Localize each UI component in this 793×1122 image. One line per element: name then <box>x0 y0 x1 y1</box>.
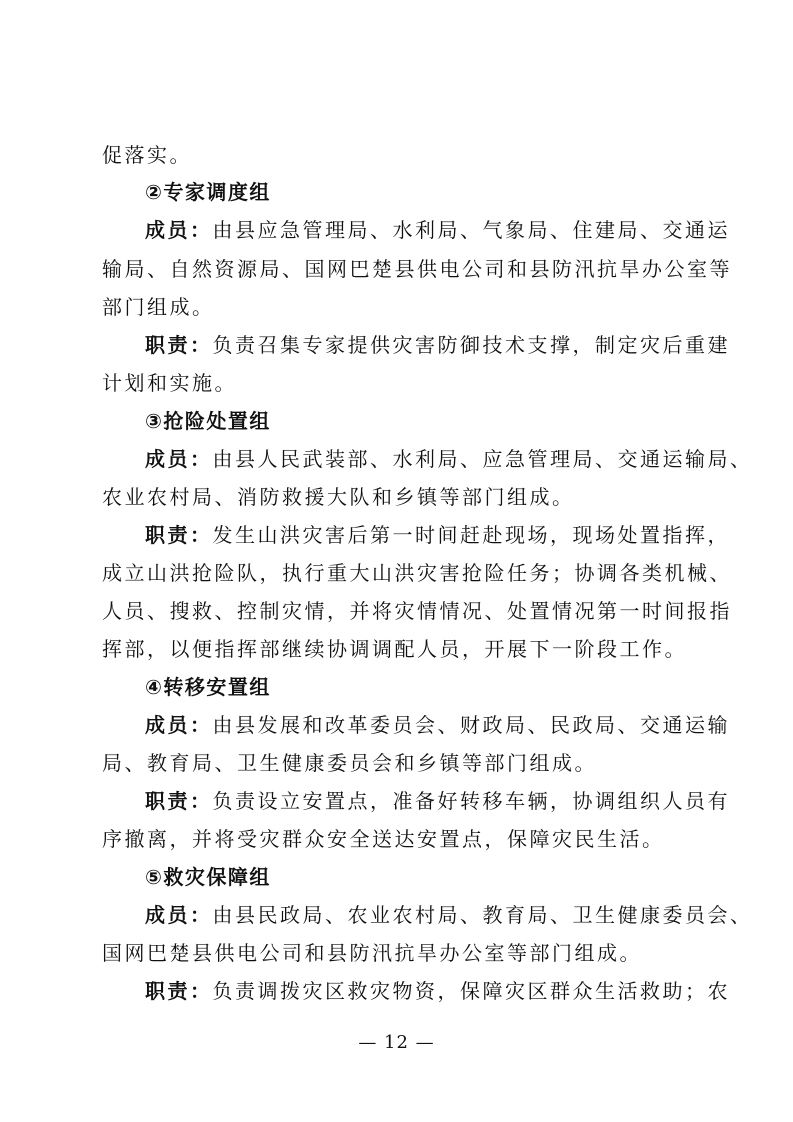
duties-text: 负责设立安置点，准备好转移车辆，协调组织人员有 <box>212 789 730 813</box>
continuation-text: 促落实。 <box>102 143 192 167</box>
members-text: 由县人民武装部、水利局、应急管理局、交通运输局、 <box>212 447 753 471</box>
duties-label: 职责： <box>145 333 213 357</box>
section-heading-relief: ⑤救灾保障组 <box>145 865 271 889</box>
duties-text: 挥部，以便指挥部继续协调调配人员，开展下一阶段工作。 <box>102 637 687 661</box>
members-label: 成员： <box>145 713 213 737</box>
section-heading-relocation: ④转移安置组 <box>145 675 271 699</box>
members-label: 成员： <box>145 447 213 471</box>
members-line <box>145 441 753 477</box>
members-text: 局、教育局、卫生健康委员会和乡镇等部门组成。 <box>102 751 597 775</box>
duties-label: 职责： <box>145 979 213 1003</box>
duties-text: 成立山洪抢险队，执行重大山洪灾害抢险任务；协调各类机械、 <box>102 561 732 585</box>
duties-text: 发生山洪灾害后第一时间赶赴现场，现场处置指挥， <box>212 523 730 547</box>
duties-line <box>145 783 730 819</box>
duties-text: 人员、搜救、控制灾情，并将灾情情况、处置情况第一时间报指 <box>102 599 732 623</box>
duties-label: 职责： <box>145 789 213 813</box>
members-text: 由县应急管理局、水利局、气象局、住建局、交通运 <box>212 218 730 242</box>
members-line <box>145 707 730 743</box>
duties-text: 负责调拨灾区救灾物资，保障灾区群众生活救助；农 <box>212 979 730 1003</box>
members-label: 成员： <box>145 218 213 242</box>
members-text: 部门组成。 <box>102 295 215 319</box>
members-text: 由县发展和改革委员会、财政局、民政局、交通运输 <box>212 713 730 737</box>
members-line <box>145 212 730 248</box>
duties-text: 负责召集专家提供灾害防御技术支撑，制定灾后重建 <box>212 333 730 357</box>
duties-line <box>145 973 730 1009</box>
members-text: 输局、自然资源局、国网巴楚县供电公司和县防汛抗旱办公室等 <box>102 257 732 281</box>
section-heading-rescue: ③抢险处置组 <box>145 409 271 433</box>
page-number: — 12 — <box>358 1032 435 1053</box>
duties-line <box>145 327 730 363</box>
duties-line <box>145 517 730 553</box>
duties-text: 序撤离，并将受灾群众安全送达安置点，保障灾民生活。 <box>102 827 665 851</box>
members-text: 农业农村局、消防救援大队和乡镇等部门组成。 <box>102 485 575 509</box>
members-line <box>145 897 753 933</box>
members-text: 国网巴楚县供电公司和县防汛抗旱办公室等部门组成。 <box>102 941 642 965</box>
members-text: 由县民政局、农业农村局、教育局、卫生健康委员会、 <box>212 903 753 927</box>
members-label: 成员： <box>145 903 213 927</box>
section-heading-expert: ②专家调度组 <box>145 180 271 204</box>
duties-text: 计划和实施。 <box>102 371 237 395</box>
duties-label: 职责： <box>145 523 213 547</box>
